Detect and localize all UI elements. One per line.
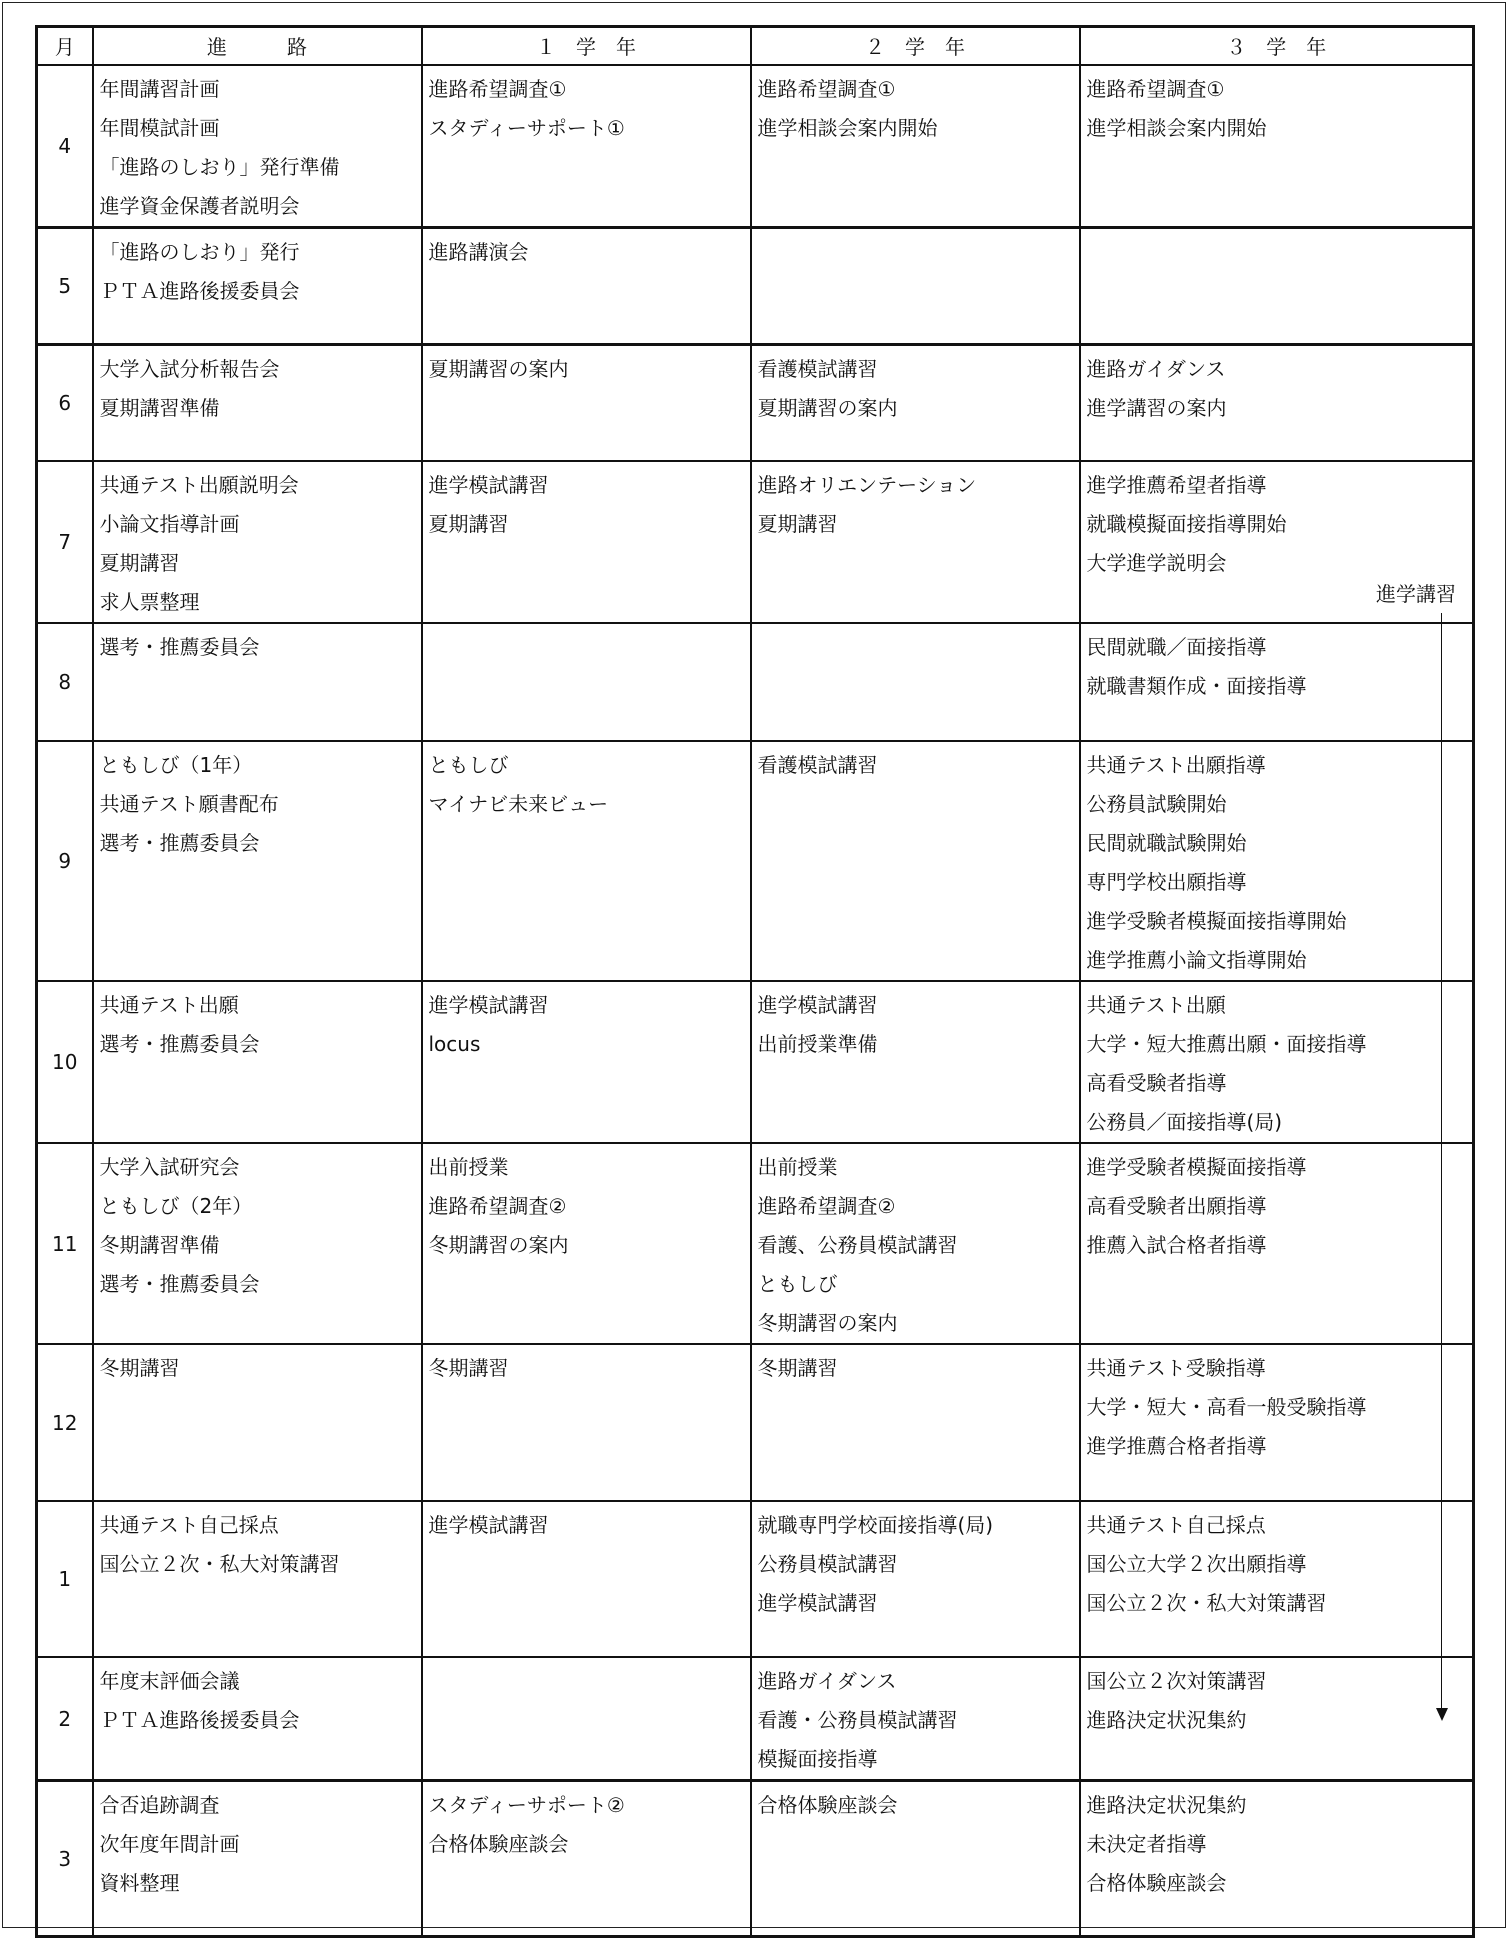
schedule-item: 資料整理	[99, 1871, 180, 1895]
schedule-item: 看護模試講習	[757, 753, 878, 777]
month-row	[37, 1657, 1474, 1781]
schedule-item: locus	[428, 1032, 481, 1056]
schedule-item: 公務員試験開始	[1086, 792, 1227, 816]
g2-cell	[751, 1657, 1080, 1781]
g3-cell	[1080, 1344, 1474, 1501]
schedule-item: 就職模擬面接指導開始	[1086, 512, 1287, 536]
career-cell	[93, 227, 422, 344]
schedule-item: 冬期講習	[428, 1356, 509, 1380]
g2-cell	[751, 227, 1080, 344]
schedule-item: 民間就職／面接指導	[1086, 635, 1267, 659]
header-grade3: ３ 学 年	[1080, 27, 1474, 65]
schedule-item: 進路決定状況集約	[1086, 1708, 1247, 1732]
schedule-item: 公務員／面接指導(局)	[1086, 1110, 1283, 1134]
schedule-item: 就職書類作成・面接指導	[1086, 674, 1307, 698]
schedule-item: 夏期講習の案内	[428, 356, 569, 381]
g3-cell	[1080, 1781, 1474, 1937]
schedule-item: 共通テスト受験指導	[1086, 1356, 1266, 1380]
schedule-item: 共通テスト出願指導	[1086, 753, 1266, 777]
schedule-item: スタディーサポート②	[428, 1793, 625, 1817]
schedule-item: 冬期講習の案内	[757, 1311, 898, 1335]
schedule-item: 「進路のしおり」発行	[99, 239, 300, 264]
schedule-item: 進路希望調査②	[428, 1194, 567, 1218]
schedule-item: 国公立２次・私大対策講習	[99, 1552, 340, 1576]
header-grade1: １ 学 年	[422, 27, 751, 65]
g1-cell	[422, 1501, 751, 1657]
schedule-item: 合格体験座談会	[1086, 1871, 1227, 1895]
schedule-item: 進学講習の案内	[1086, 395, 1227, 420]
schedule-item: 国公立２次・私大対策講習	[1086, 1591, 1327, 1615]
g1-cell	[422, 1781, 751, 1937]
schedule-item: 大学・短大推薦出願・面接指導	[1086, 1032, 1367, 1056]
schedule-item: 進路希望調査①	[428, 76, 567, 101]
month-cell: 10	[37, 981, 93, 1143]
schedule-item: ＰＴＡ進路後援委員会	[99, 1708, 300, 1732]
schedule-item: 進学推薦小論文指導開始	[1086, 948, 1307, 972]
g2-cell	[751, 344, 1080, 461]
g3-cell	[1080, 344, 1474, 461]
g3-cell	[1080, 1501, 1474, 1657]
career-cell	[93, 344, 422, 461]
schedule-item: 進学受験者模擬面接指導	[1086, 1155, 1307, 1179]
g1-cell	[422, 981, 751, 1143]
g2-cell	[751, 741, 1080, 981]
g2-cell	[751, 623, 1080, 741]
advanced-lecture-label: 進学講習	[1376, 582, 1456, 606]
schedule-item: 国公立２次対策講習	[1086, 1669, 1267, 1693]
career-cell	[93, 1143, 422, 1344]
schedule-item: 推薦入試合格者指導	[1086, 1233, 1267, 1257]
month-row	[37, 1344, 1474, 1501]
schedule-item: 進学模試講習	[428, 993, 549, 1017]
schedule-item: 進路オリエンテーション	[757, 473, 977, 497]
schedule-item: 冬期講習の案内	[428, 1233, 569, 1257]
month-cell: 11	[37, 1143, 93, 1344]
schedule-item: 年間模試計画	[99, 115, 220, 140]
schedule-item: 次年度年間計画	[99, 1832, 240, 1856]
g3-cell	[1080, 981, 1474, 1143]
schedule-item: 合否追跡調査	[99, 1793, 220, 1817]
career-cell	[93, 1657, 422, 1781]
schedule-item: 国公立大学２次出願指導	[1086, 1552, 1307, 1576]
schedule-item: 進路ガイダンス	[757, 1669, 897, 1693]
g3-cell	[1080, 1143, 1474, 1344]
month-row	[37, 1501, 1474, 1657]
g1-cell	[422, 623, 751, 741]
month-cell: 7	[37, 461, 93, 623]
schedule-item: 大学・短大・高看一般受験指導	[1086, 1395, 1367, 1419]
month-row	[37, 461, 1474, 623]
schedule-item: 進路講演会	[428, 239, 529, 264]
schedule-item: 合格体験座談会	[757, 1793, 898, 1817]
header-career: 進 路	[93, 27, 422, 65]
schedule-item: ともしび	[428, 753, 509, 777]
schedule-item: 共通テスト願書配布	[99, 792, 279, 816]
schedule-item: ともしび（2年）	[99, 1194, 253, 1218]
month-cell: 8	[37, 623, 93, 741]
schedule-item: 専門学校出願指導	[1086, 870, 1247, 894]
schedule-item: 選考・推薦委員会	[99, 831, 260, 855]
g3-cell	[1080, 623, 1474, 741]
g2-cell	[751, 981, 1080, 1143]
schedule-item: ともしび	[757, 1272, 838, 1296]
month-cell: 6	[37, 344, 93, 461]
schedule-item: 進学推薦希望者指導	[1086, 473, 1267, 497]
schedule-item: 大学進学説明会	[1086, 551, 1227, 575]
schedule-item: 進学模試講習	[428, 473, 549, 497]
month-cell: 5	[37, 227, 93, 344]
month-cell: 9	[37, 741, 93, 981]
schedule-item: 夏期講習	[99, 551, 180, 575]
schedule-item: 選考・推薦委員会	[99, 635, 260, 659]
career-cell	[93, 1781, 422, 1937]
schedule-item: 出前授業準備	[757, 1032, 878, 1056]
schedule-item: 求人票整理	[99, 590, 200, 614]
schedule-item: 共通テスト出願	[99, 993, 239, 1017]
month-row	[37, 1781, 1474, 1937]
month-row	[37, 1143, 1474, 1344]
g3-cell	[1080, 65, 1474, 228]
g3-cell	[1080, 741, 1474, 981]
header-row	[37, 27, 1474, 65]
schedule-item: 冬期講習	[99, 1356, 180, 1380]
career-cell	[93, 1344, 422, 1501]
career-cell	[93, 741, 422, 981]
schedule-item: 年度末評価会議	[99, 1669, 240, 1693]
schedule-item: 進路ガイダンス	[1086, 356, 1226, 381]
schedule-item: 進学受験者模擬面接指導開始	[1086, 909, 1347, 933]
schedule-item: 夏期講習	[757, 512, 838, 536]
schedule-item: 共通テスト出願	[1086, 993, 1226, 1017]
career-cell	[93, 461, 422, 623]
schedule-item: 進学模試講習	[428, 1513, 549, 1537]
month-row	[37, 65, 1474, 228]
schedule-item: 共通テスト自己採点	[1086, 1513, 1266, 1537]
advanced-lecture-arrow-line	[1441, 613, 1442, 1713]
schedule-item: 未決定者指導	[1086, 1832, 1207, 1856]
schedule-item: 民間就職試験開始	[1086, 831, 1247, 855]
schedule-item: 進学相談会案内開始	[1086, 115, 1267, 140]
schedule-item: 夏期講習の案内	[757, 395, 898, 420]
month-cell: 4	[37, 65, 93, 228]
schedule-item: 進路希望調査①	[757, 76, 896, 101]
g1-cell	[422, 741, 751, 981]
header-grade2: ２ 学 年	[751, 27, 1080, 65]
schedule-item: 合格体験座談会	[428, 1832, 569, 1856]
header-month: 月	[37, 27, 93, 65]
month-row	[37, 741, 1474, 981]
schedule-item: 夏期講習準備	[99, 395, 220, 420]
schedule-item: 年間講習計画	[99, 76, 220, 101]
g2-cell	[751, 461, 1080, 623]
schedule-item: 夏期講習	[428, 512, 509, 536]
career-cell	[93, 981, 422, 1143]
career-cell	[93, 65, 422, 228]
month-row	[37, 344, 1474, 461]
schedule-item: ＰＴＡ進路後援委員会	[99, 278, 300, 303]
month-row	[37, 227, 1474, 344]
g2-cell	[751, 1143, 1080, 1344]
schedule-item: 「進路のしおり」発行準備	[99, 154, 340, 179]
month-cell: 12	[37, 1344, 93, 1501]
schedule-item: 冬期講習準備	[99, 1233, 220, 1257]
schedule-item: 模擬面接指導	[757, 1747, 878, 1771]
g1-cell	[422, 1143, 751, 1344]
schedule-item: 大学入試研究会	[99, 1155, 240, 1179]
g1-cell	[422, 1657, 751, 1781]
schedule-item: 進路希望調査①	[1086, 76, 1225, 101]
g2-cell	[751, 1344, 1080, 1501]
month-cell: 3	[37, 1781, 93, 1937]
g1-cell	[422, 65, 751, 228]
schedule-item: 進路希望調査②	[757, 1194, 896, 1218]
g3-cell	[1080, 1657, 1474, 1781]
schedule-item: 冬期講習	[757, 1356, 838, 1380]
schedule-item: 共通テスト出願説明会	[99, 473, 299, 497]
schedule-item: 進学模試講習	[757, 1591, 878, 1615]
advanced-lecture-arrow-head	[1436, 1708, 1448, 1721]
schedule-item: 大学入試分析報告会	[99, 356, 280, 381]
month-row	[37, 981, 1474, 1143]
schedule-item: マイナビ未来ビュー	[428, 792, 609, 816]
g2-cell	[751, 1781, 1080, 1937]
schedule-item: 看護・公務員模試講習	[757, 1708, 958, 1732]
schedule-item: 高看受験者指導	[1086, 1071, 1227, 1095]
schedule-item: スタディーサポート①	[428, 115, 625, 140]
schedule-item: 高看受験者出願指導	[1086, 1194, 1267, 1218]
schedule-item: 共通テスト自己採点	[99, 1513, 279, 1537]
schedule-item: 進学推薦合格者指導	[1086, 1434, 1267, 1458]
schedule-item: 進学資金保護者説明会	[99, 193, 300, 218]
schedule-item: ともしび（1年）	[99, 753, 253, 777]
schedule-item: 小論文指導計画	[99, 512, 240, 536]
annual-career-schedule-table	[35, 25, 1475, 1938]
g2-cell	[751, 1501, 1080, 1657]
g1-cell	[422, 1344, 751, 1501]
month-cell: 2	[37, 1657, 93, 1781]
schedule-item: 出前授業	[757, 1155, 838, 1179]
g1-cell	[422, 227, 751, 344]
schedule-item: 公務員模試講習	[757, 1552, 898, 1576]
month-cell: 1	[37, 1501, 93, 1657]
g1-cell	[422, 344, 751, 461]
schedule-item: 進学模試講習	[757, 993, 878, 1017]
schedule-item: 就職専門学校面接指導(局)	[757, 1513, 994, 1537]
career-cell	[93, 623, 422, 741]
g3-cell	[1080, 227, 1474, 344]
schedule-item: 出前授業	[428, 1155, 509, 1179]
g2-cell	[751, 65, 1080, 228]
schedule-item: 進路決定状況集約	[1086, 1793, 1247, 1817]
schedule-item: 進学相談会案内開始	[757, 115, 938, 140]
month-row	[37, 623, 1474, 741]
schedule-item: 看護、公務員模試講習	[757, 1233, 958, 1257]
g1-cell	[422, 461, 751, 623]
schedule-item: 選考・推薦委員会	[99, 1032, 260, 1056]
schedule-item: 看護模試講習	[757, 356, 878, 381]
career-cell	[93, 1501, 422, 1657]
schedule-item: 選考・推薦委員会	[99, 1272, 260, 1296]
